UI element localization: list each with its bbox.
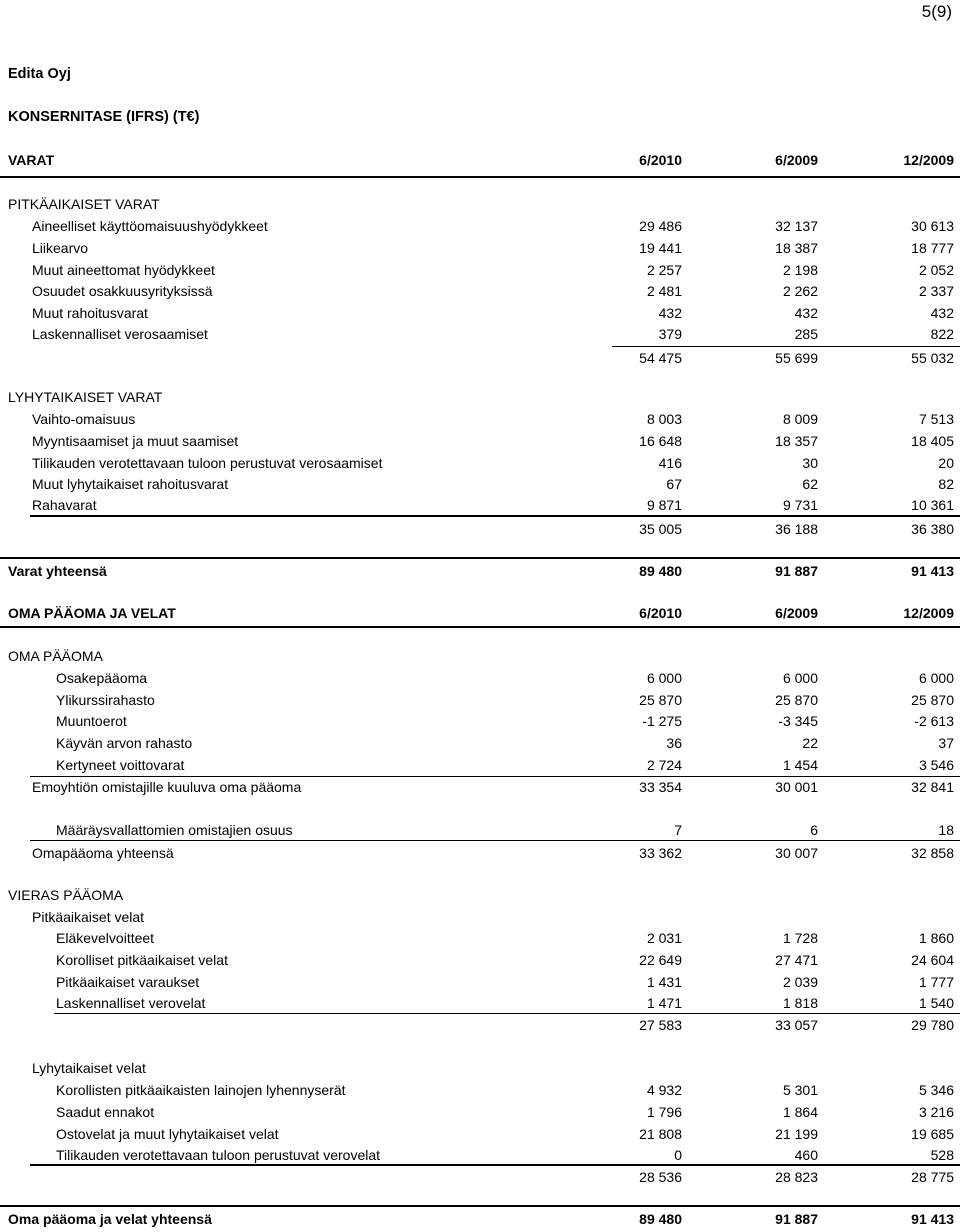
value-6-2010: 416 (658, 455, 682, 471)
value-6-2010: 16 648 (639, 433, 682, 449)
value-12-2009: 3 546 (918, 757, 954, 773)
table-row (0, 497, 960, 517)
table-row (0, 1104, 960, 1124)
row-label: Aineelliset käyttöomaisuushyödykkeet (32, 218, 268, 234)
equity-liab-header-label: OMA PÄÄOMA JA VELAT (8, 605, 176, 621)
value-6-2010: 89 480 (639, 1211, 682, 1227)
value-12-2009: 18 405 (911, 433, 954, 449)
table-row (0, 305, 960, 325)
value-6-2009: 18 387 (775, 240, 818, 256)
row-label: Pitkäaikaiset varaukset (56, 974, 200, 990)
column-header-6-2010: 6/2010 (639, 605, 682, 621)
row-label: Käyvän arvon rahasto (56, 735, 193, 751)
divider (0, 557, 960, 559)
value-6-2009: 1 818 (782, 995, 818, 1011)
value-12-2009: 18 (938, 822, 954, 838)
subtotal-row (0, 779, 960, 799)
current-assets-title: LYHYTAIKAISET VARAT (8, 389, 163, 405)
value-6-2010: 7 (674, 822, 682, 838)
column-header-6-2010: 6/2010 (639, 152, 682, 168)
value-12-2009: 91 413 (911, 563, 954, 579)
row-label: Muut rahoitusvarat (32, 305, 148, 321)
value-12-2009: 82 (938, 476, 954, 492)
row-label: Myyntisaamiset ja muut saamiset (32, 433, 239, 449)
table-row (0, 952, 960, 972)
value-12-2009: 1 860 (918, 930, 954, 946)
value-6-2009: 25 870 (775, 692, 818, 708)
divider (0, 176, 960, 178)
table-row (0, 692, 960, 712)
row-label: Tilikauden verotettavaan tuloon perustuvat verosaamiset (32, 455, 383, 471)
row-label: Laskennalliset verosaamiset (32, 326, 208, 342)
table-row (0, 995, 960, 1015)
table-row (0, 670, 960, 690)
divider (54, 1013, 960, 1014)
value-6-2010: 35 005 (639, 521, 682, 537)
value-6-2009: -3 345 (778, 713, 818, 729)
value-6-2010: 2 724 (646, 757, 682, 773)
table-row (0, 283, 960, 303)
section-subtitle (0, 1060, 960, 1080)
value-6-2010: 28 536 (639, 1169, 682, 1185)
row-label: Kertyneet voittovarat (56, 757, 185, 773)
value-6-2010: 33 354 (639, 779, 682, 795)
value-12-2009: 2 337 (918, 283, 954, 299)
value-6-2009: 27 471 (775, 952, 818, 968)
table-row (0, 411, 960, 431)
table-row (0, 476, 960, 496)
value-6-2009: 1 728 (782, 930, 818, 946)
value-12-2009: 24 604 (911, 952, 954, 968)
row-label: Laskennalliset verovelat (56, 995, 206, 1011)
section-title (0, 196, 960, 216)
divider (0, 1205, 960, 1207)
value-12-2009: 10 361 (911, 497, 954, 513)
column-header-6-2009: 6/2009 (775, 605, 818, 621)
value-6-2010: 2 481 (646, 283, 682, 299)
value-6-2010: 27 583 (639, 1017, 682, 1033)
value-12-2009: 32 841 (911, 779, 954, 795)
value-12-2009: 19 685 (911, 1126, 954, 1142)
value-6-2009: 62 (802, 476, 818, 492)
section-subtitle (0, 909, 960, 929)
divider (30, 840, 960, 841)
row-label: Omapääoma yhteensä (32, 845, 174, 861)
value-6-2010: 432 (658, 305, 682, 321)
value-6-2009: 55 699 (775, 350, 818, 366)
divider (30, 776, 960, 777)
column-header-6-2009: 6/2009 (775, 152, 818, 168)
value-6-2009: 432 (794, 305, 818, 321)
current-liabilities-title: Lyhytaikaiset velat (32, 1060, 146, 1076)
assets-header-row (0, 152, 960, 172)
value-12-2009: 91 413 (911, 1211, 954, 1227)
row-label: Ostovelat ja muut lyhytaikaiset velat (56, 1126, 279, 1142)
subtotal-row (0, 845, 960, 865)
value-6-2009: 22 (802, 735, 818, 751)
subtotal-row (0, 1169, 960, 1189)
value-12-2009: 5 346 (918, 1082, 954, 1098)
value-6-2009: 2 198 (782, 262, 818, 278)
table-row (0, 433, 960, 453)
value-6-2010: 1 796 (646, 1104, 682, 1120)
row-label: Korolliset pitkäaikaiset velat (56, 952, 228, 968)
equity-title: OMA PÄÄOMA (8, 648, 103, 664)
divider (30, 515, 960, 517)
value-6-2009: 18 357 (775, 433, 818, 449)
value-6-2009: 28 823 (775, 1169, 818, 1185)
value-6-2010: -1 275 (642, 713, 682, 729)
value-6-2010: 4 932 (646, 1082, 682, 1098)
value-6-2010: 1 471 (646, 995, 682, 1011)
value-12-2009: 822 (930, 326, 954, 342)
value-6-2010: 6 000 (646, 670, 682, 686)
subtotal-row (0, 1017, 960, 1037)
row-label: Osakepääoma (56, 670, 148, 686)
divider (612, 346, 960, 347)
value-6-2009: 1 454 (782, 757, 818, 773)
liabilities-title: VIERAS PÄÄOMA (8, 887, 124, 903)
value-12-2009: 32 858 (911, 845, 954, 861)
row-label: Vaihto-omaisuus (32, 411, 136, 427)
row-label: Saadut ennakot (56, 1104, 155, 1120)
row-label: Emoyhtiön omistajille kuuluva oma pääoma (32, 779, 302, 795)
subtotal-row (0, 521, 960, 541)
value-6-2009: 33 057 (775, 1017, 818, 1033)
value-6-2010: 33 362 (639, 845, 682, 861)
row-label: Korollisten pitkäaikaisten lainojen lyhennyserät (56, 1082, 346, 1098)
column-header-12-2009: 12/2009 (903, 152, 954, 168)
value-12-2009: 30 613 (911, 218, 954, 234)
value-6-2009: 32 137 (775, 218, 818, 234)
assets-header-label: VARAT (8, 152, 55, 168)
value-6-2009: 30 007 (775, 845, 818, 861)
divider (30, 1164, 960, 1166)
row-label: Muut lyhytaikaiset rahoitusvarat (32, 476, 229, 492)
value-6-2010: 89 480 (639, 563, 682, 579)
table-row (0, 757, 960, 777)
value-6-2009: 9 731 (782, 497, 818, 513)
value-6-2009: 460 (794, 1147, 818, 1163)
value-6-2009: 21 199 (775, 1126, 818, 1142)
subtotal-row (0, 350, 960, 370)
value-6-2010: 2 257 (646, 262, 682, 278)
value-6-2009: 91 887 (775, 1211, 818, 1227)
value-6-2009: 8 009 (782, 411, 818, 427)
value-6-2009: 36 188 (775, 521, 818, 537)
total-row (0, 1211, 960, 1231)
value-12-2009: 37 (938, 735, 954, 751)
table-row (0, 218, 960, 238)
row-label: Tilikauden verotettavaan tuloon perustuvat verovelat (56, 1147, 381, 1163)
value-12-2009: 1 540 (918, 995, 954, 1011)
noncurrent-liabilities-title: Pitkäaikaiset velat (32, 909, 145, 925)
section-title (0, 648, 960, 668)
value-6-2010: 22 649 (639, 952, 682, 968)
row-label: Eläkevelvoitteet (56, 930, 155, 946)
value-6-2010: 54 475 (639, 350, 682, 366)
row-label: Ylikurssirahasto (56, 692, 155, 708)
row-label: Liikearvo (32, 240, 89, 256)
table-row (0, 930, 960, 950)
value-6-2010: 2 031 (646, 930, 682, 946)
value-6-2010: 29 486 (639, 218, 682, 234)
value-12-2009: 28 775 (911, 1169, 954, 1185)
table-row (0, 1082, 960, 1102)
value-6-2010: 21 808 (639, 1126, 682, 1142)
row-label: Osuudet osakkuusyrityksissä (32, 283, 213, 299)
value-12-2009: 29 780 (911, 1017, 954, 1033)
row-label: Määräysvallattomien omistajien osuus (56, 822, 293, 838)
row-label: Rahavarat (32, 497, 97, 513)
equity-liab-header-row (0, 605, 960, 625)
value-6-2009: 30 001 (775, 779, 818, 795)
value-12-2009: 6 000 (918, 670, 954, 686)
section-title (0, 887, 960, 907)
table-row (0, 974, 960, 994)
value-6-2010: 67 (666, 476, 682, 492)
value-6-2009: 2 039 (782, 974, 818, 990)
value-12-2009: 432 (930, 305, 954, 321)
section-title (0, 389, 960, 409)
value-6-2009: 91 887 (775, 563, 818, 579)
value-6-2010: 19 441 (639, 240, 682, 256)
value-6-2009: 30 (802, 455, 818, 471)
value-6-2010: 0 (674, 1147, 682, 1163)
value-12-2009: 36 380 (911, 521, 954, 537)
column-header-12-2009: 12/2009 (903, 605, 954, 621)
value-6-2009: 6 000 (782, 670, 818, 686)
row-label: Oma pääoma ja velat yhteensä (8, 1211, 212, 1227)
value-6-2009: 285 (794, 326, 818, 342)
value-12-2009: 7 513 (918, 411, 954, 427)
value-12-2009: 2 052 (918, 262, 954, 278)
page-number: 5(9) (921, 2, 952, 21)
row-label: Muut aineettomat hyödykkeet (32, 262, 215, 278)
value-6-2010: 379 (658, 326, 682, 342)
table-row (0, 240, 960, 260)
table-row (0, 713, 960, 733)
table-row (0, 1126, 960, 1146)
noncurrent-assets-title: PITKÄAIKAISET VARAT (8, 196, 160, 212)
value-12-2009: -2 613 (914, 713, 954, 729)
row-label: Muuntoerot (56, 713, 127, 729)
divider (0, 626, 960, 628)
value-6-2010: 1 431 (646, 974, 682, 990)
table-row (0, 262, 960, 282)
value-12-2009: 3 216 (918, 1104, 954, 1120)
value-12-2009: 20 (938, 455, 954, 471)
value-12-2009: 25 870 (911, 692, 954, 708)
value-6-2009: 2 262 (782, 283, 818, 299)
value-12-2009: 1 777 (918, 974, 954, 990)
value-6-2009: 1 864 (782, 1104, 818, 1120)
table-row (0, 455, 960, 475)
row-label: Varat yhteensä (8, 563, 107, 579)
total-row (0, 563, 960, 583)
value-6-2010: 25 870 (639, 692, 682, 708)
table-row (0, 822, 960, 842)
table-row (0, 735, 960, 755)
report-title: KONSERNITASE (IFRS) (T€) (8, 109, 200, 125)
value-6-2010: 9 871 (646, 497, 682, 513)
company-name: Edita Oyj (8, 66, 71, 82)
value-6-2010: 36 (666, 735, 682, 751)
value-12-2009: 18 777 (911, 240, 954, 256)
value-6-2009: 5 301 (782, 1082, 818, 1098)
table-row (0, 326, 960, 346)
value-12-2009: 55 032 (911, 350, 954, 366)
value-12-2009: 528 (930, 1147, 954, 1163)
value-6-2010: 8 003 (646, 411, 682, 427)
value-6-2009: 6 (810, 822, 818, 838)
